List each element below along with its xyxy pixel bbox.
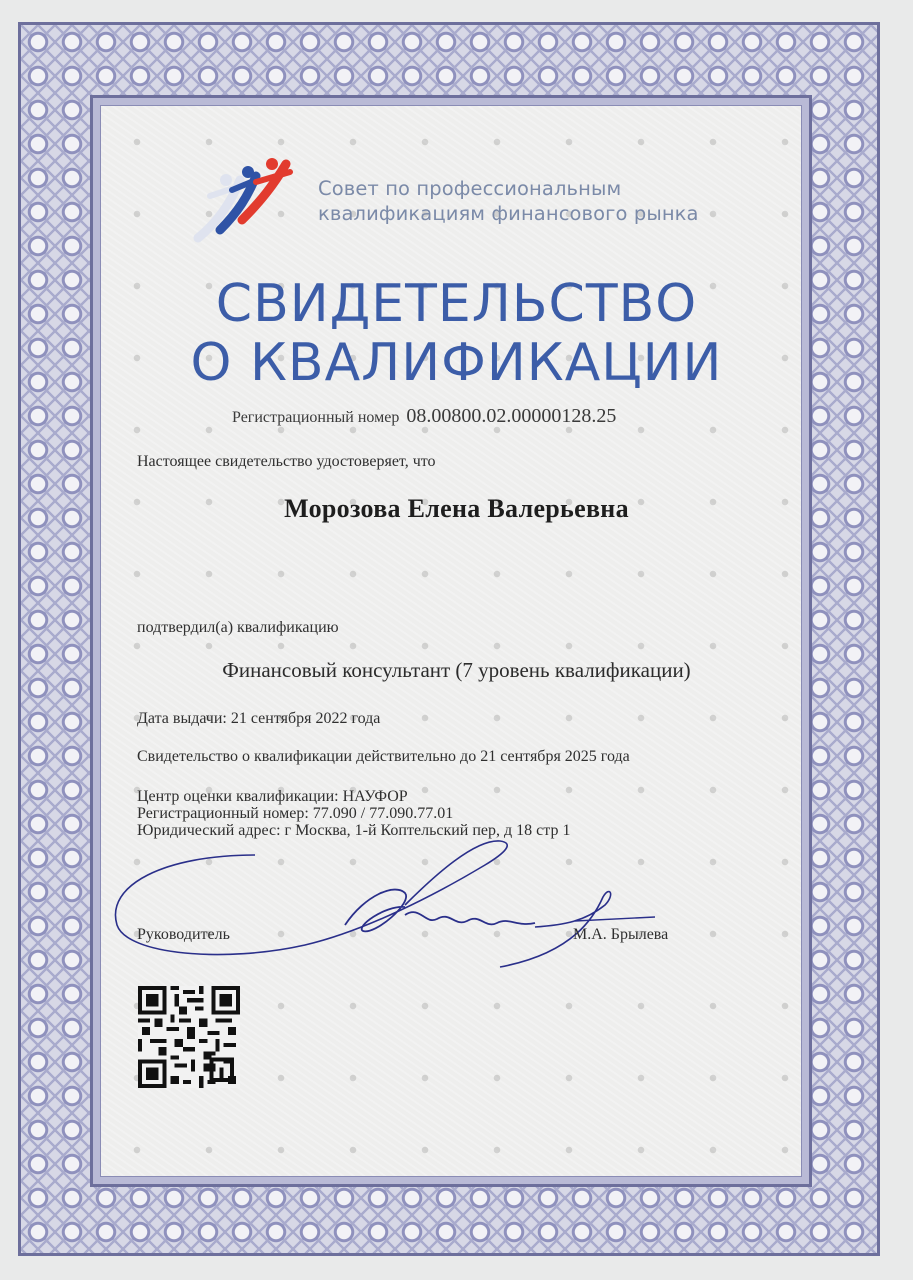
certificate-title-line2: О КВАЛИФИКАЦИИ [190, 333, 723, 393]
qr-code-icon [135, 986, 243, 1088]
intro-text: Настоящее свидетельство удостоверяет, что [137, 453, 436, 470]
registration-value: 08.00800.02.00000128.25 [406, 405, 617, 427]
issue-date: Дата выдачи: 21 сентября 2022 года [137, 710, 381, 727]
qualification-title: Финансовый консультант (7 уровень квалификации) [222, 658, 691, 682]
handwritten-signature [105, 835, 665, 985]
confirmed-label: подтвердил(а) квалификацию [137, 619, 339, 636]
signatory-role: Руководитель [137, 926, 230, 943]
validity-text: Свидетельство о квалификации действительно до 21 сентября 2025 года [137, 748, 630, 765]
signatory-name: М.А. Брылева [573, 926, 669, 943]
organization-name [318, 176, 778, 226]
holder-name: Морозова Елена Валерьевна [284, 494, 629, 523]
certificate-title-line1: СВИДЕТЕЛЬСТВО [215, 274, 698, 334]
council-logo-icon [190, 150, 310, 250]
assessment-center-address: Юридический адрес: г Москва, 1-й Коптельский пер, д 18 стр 1 [137, 822, 571, 839]
assessment-center-name: Центр оценки квалификации: НАУФОР [137, 788, 408, 805]
organization-name-line2: квалификациям финансового рынка [318, 202, 699, 225]
registration-number [232, 405, 616, 428]
assessment-center-reg: Регистрационный номер: 77.090 / 77.090.77.01 [137, 805, 454, 822]
organization-name-line1: Совет по профессиональным [318, 177, 622, 200]
assessment-center [137, 788, 570, 839]
registration-label: Регистрационный номер [232, 409, 400, 426]
